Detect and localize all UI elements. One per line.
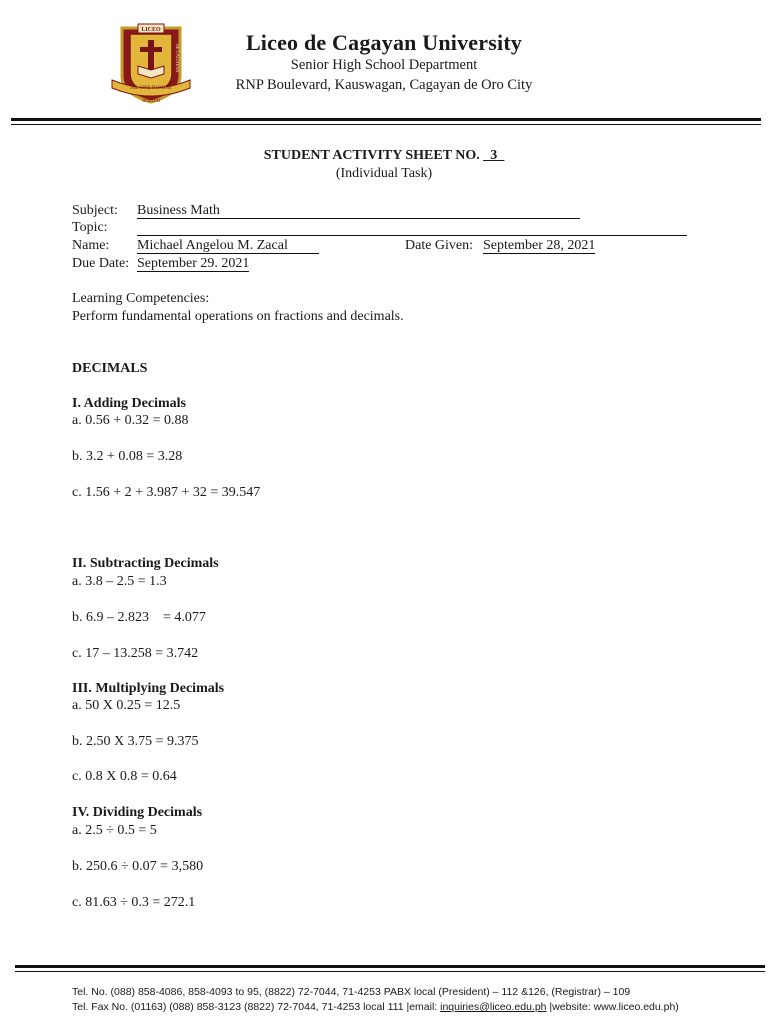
name-label: Name: xyxy=(72,238,110,253)
due-date-field: September 29. 2021 xyxy=(137,256,250,271)
footer-fax-line xyxy=(72,1001,679,1013)
date-given-field: September 28, 2021 xyxy=(483,238,596,253)
problem-item: a. 50 X 0.25 = 12.5 xyxy=(72,698,181,713)
date-given-label: Date Given: xyxy=(405,238,474,253)
footer-divider-thick xyxy=(15,965,765,968)
subject-field: Business Math xyxy=(137,203,580,219)
footer-contact-line: Tel. No. (088) 858-4086, 858-4093 to 95, (8822) 72-7044, 71-4253 PABX local (President) – 112 &126, (Registrar) – 109 xyxy=(72,986,631,998)
footer-divider-thin xyxy=(15,971,765,972)
sheet-title xyxy=(0,148,768,164)
problem-item: a. 0.56 + 0.32 = 0.88 xyxy=(72,413,189,428)
svg-text:DE CAGAYAN: DE CAGAYAN xyxy=(175,43,180,73)
part-title: I. Adding Decimals xyxy=(72,396,186,411)
problem-item: a. 3.8 – 2.5 = 1.3 xyxy=(72,574,167,589)
problem-item: b. 3.2 + 0.08 = 3.28 xyxy=(72,449,183,464)
svg-text:NIL SINE NUMINE: NIL SINE NUMINE xyxy=(130,86,172,91)
competencies-text: Perform fundamental operations on fractions and decimals. xyxy=(72,309,404,324)
problem-item: c. 1.56 + 2 + 3.987 + 32 = 39.547 xyxy=(72,485,261,500)
university-address: RNP Boulevard, Kauswagan, Cagayan de Oro City xyxy=(235,77,533,93)
problem-item: c. 81.63 ÷ 0.3 = 272.1 xyxy=(72,895,196,910)
competencies-label: Learning Competencies: xyxy=(72,291,210,306)
problem-item: b. 2.50 X 3.75 = 9.375 xyxy=(72,734,199,749)
sheet-subtitle: (Individual Task) xyxy=(335,166,433,181)
problem-item: c. 17 – 13.258 = 3.742 xyxy=(72,646,199,661)
header-divider-thick xyxy=(11,118,761,121)
topic-label: Topic: xyxy=(72,220,108,235)
sheet-title-prefix: STUDENT ACTIVITY SHEET NO. xyxy=(263,148,484,163)
part-title: IV. Dividing Decimals xyxy=(72,805,203,820)
due-date-label: Due Date: xyxy=(72,256,130,271)
problem-item: a. 2.5 ÷ 0.5 = 5 xyxy=(72,823,157,838)
part-title: III. Multiplying Decimals xyxy=(72,681,225,696)
svg-text:SIGILLUM: SIGILLUM xyxy=(141,99,161,103)
department-name: Senior High School Department xyxy=(290,57,478,73)
section-title: DECIMALS xyxy=(72,361,148,376)
footer-fax-text: Tel. Fax No. (01163) (088) 858-3123 (8822) 72-7044, 71-4253 local 111 |email: xyxy=(72,1001,441,1013)
footer-website-text: |website: www.liceo.edu.ph) xyxy=(546,1001,679,1013)
university-seal-logo xyxy=(108,22,194,106)
name-field: Michael Angelou M. Zacal xyxy=(137,238,319,254)
svg-text:LICEO: LICEO xyxy=(141,27,161,33)
subject-label: Subject: xyxy=(72,203,118,218)
topic-field xyxy=(137,220,687,236)
problem-item: b. 250.6 ÷ 0.07 = 3,580 xyxy=(72,859,204,874)
sheet-number: _3_ xyxy=(483,148,505,163)
email-link[interactable]: inquiries@liceo.edu.ph xyxy=(440,1001,547,1013)
university-name: Liceo de Cagayan University xyxy=(245,30,523,55)
part-title: II. Subtracting Decimals xyxy=(72,556,219,571)
problem-item: b. 6.9 – 2.823 = 4.077 xyxy=(72,610,206,625)
problem-item: c. 0.8 X 0.8 = 0.64 xyxy=(72,769,177,784)
header-divider-thin xyxy=(11,124,761,125)
